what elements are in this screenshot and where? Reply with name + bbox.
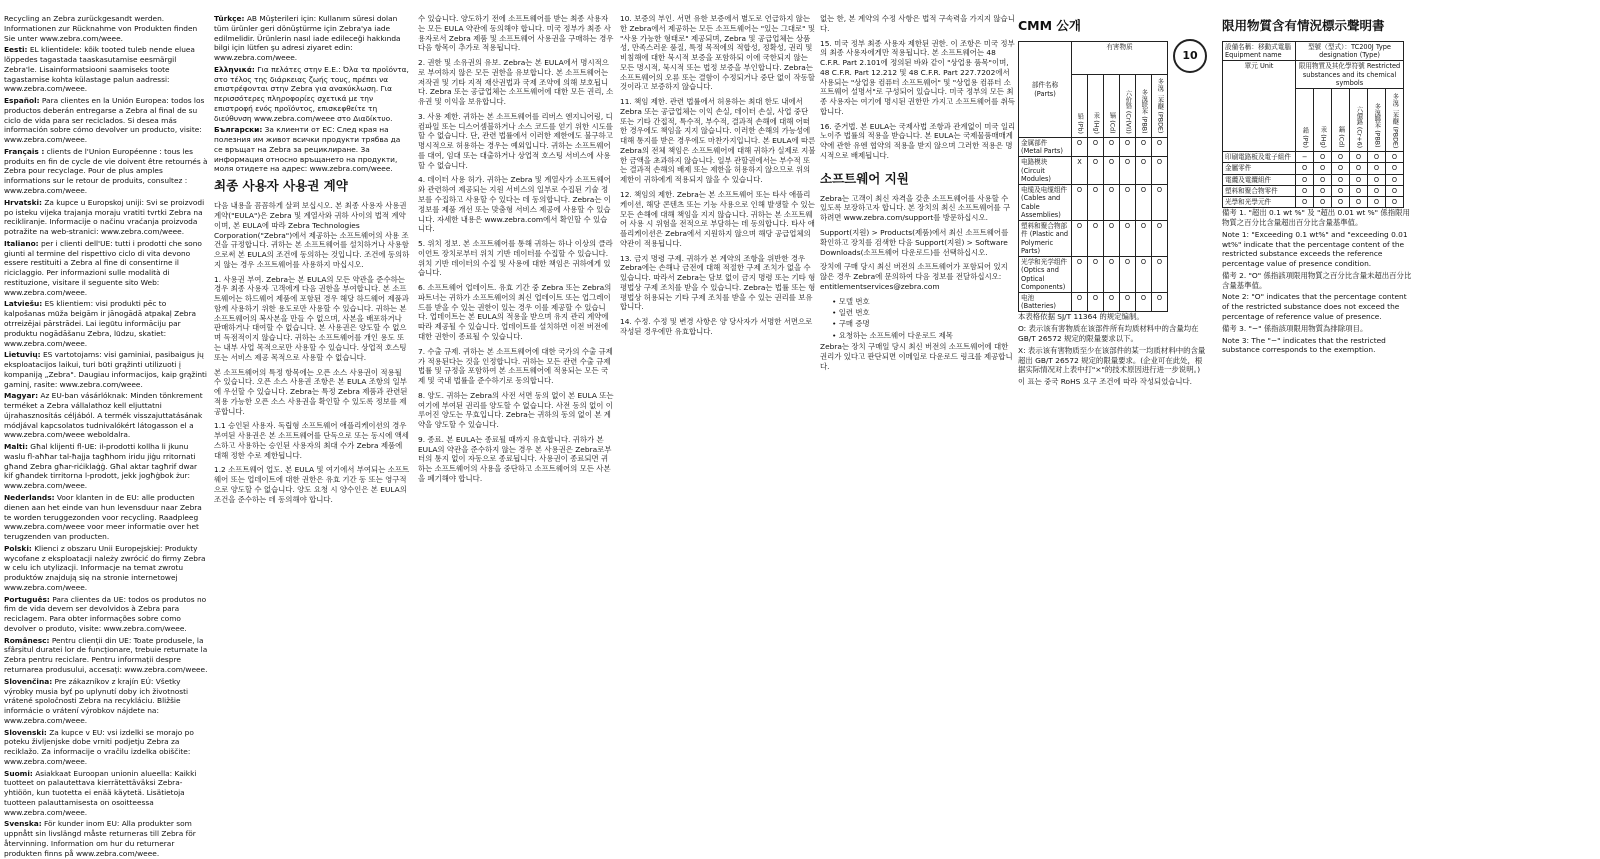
eula-paragraph: 5. 위치 정보. 본 소프트웨어를 통해 귀하는 하나 이상의 클라이언트 장치로부터 위치 기반 데이터를 수집할 수 있습니다. 위치 기반 데이터의 수집 및 사용에 대한 책임은 귀하에게 있습니다.: [418, 239, 613, 278]
part-name: 电池 (Batteries): [1019, 292, 1072, 311]
china-rohs-table: [1018, 41, 1198, 312]
substance-mark: O: [1350, 197, 1368, 208]
substance-label: 多溴联苯 (PBB): [1140, 89, 1148, 134]
rohs-note: 이 표는 중국 RoHS 요구 조건에 따라 작성되었습니다.: [1018, 377, 1193, 387]
substance-label: 多溴聯苯 (PBB): [1373, 103, 1381, 148]
substance-mark: O: [1136, 157, 1152, 185]
substance-mark: O: [1088, 257, 1104, 293]
weee-text: För kunder inom EU: Alla produkter som uppnått sin livslängd måste returneras till Zebra för återvinning. Information om hur du returnerar produkten finns på www.zebra.com/weee.: [4, 819, 196, 858]
part-name: 塑料和聚合物部件 (Plastic and Polymeric Parts): [1019, 221, 1072, 257]
weee-text: Recycling an Zebra zurückgesandt werden. Informationen zur Rücknahme von Produkten finden Sie unter www.zebra.com/weee.: [4, 14, 198, 43]
substance-mark: O: [1368, 152, 1386, 163]
software-support-body: [820, 194, 1016, 292]
substance-mark: O: [1136, 221, 1152, 257]
rohs-note: Note 1: "Exceeding 0.1 wt%" and "exceeding 0.01 wt%" indicate that the percentage content of the restricted substance exceeds the reference percentage value of presence condition.: [1222, 229, 1408, 269]
eula-paragraph: 12. 책임의 제한. Zebra는 본 소프트웨어 또는 타사 애플리케이션, 해당 콘텐츠 또는 기능 사용으로 인해 발생할 수 있는 모든 손해에 대해 책임을 지지 않습니다. 귀하는 본 소프트웨어 사용 시 위험을 전적으로 부담하는 데 동의합니다. 타사 애플리케이션은 Zebra에서 지원하지 않으며 해당 공급업체의 약관이 적용됩니다.: [620, 190, 815, 248]
weee-paragraph: [4, 350, 208, 389]
rohs-row: [1223, 163, 1404, 174]
substance-label: 六价铬 (Cr(VI)): [1124, 89, 1132, 134]
substance-mark: O: [1332, 197, 1350, 208]
substance-label: 多溴二苯醚 (PBDE): [1391, 92, 1399, 148]
substance-label: 鉛 (Pb): [1301, 126, 1309, 148]
weee-text: EL klientidele: kõik tooted tuleb nende eluea lõppedes tagastada taaskasutamise eesmärgil Zebra'le. Lisainformatsiooni saamiseks toote tagastamise kohta külastage palun aadressi: www.zebra.com/weee.: [4, 45, 195, 94]
weee-intro-block: [214, 14, 410, 174]
weee-paragraph: [214, 14, 410, 63]
eula-paragraph: 15. 미국 정부 최종 사용자 제한된 권한. 이 조항은 미국 정부의 최종 사용자에게만 적용됩니다. 본 소프트웨어는 48 C.F.R. Part 2.101에 정의된 바와 같이 "상업용 품목"이며, 48 C.F.R. Part 12.212 및 48 C.F.R. Part 227.7202에서 사용되는 "상업용 컴퓨터 소프트웨어" 및 "상업용 컴퓨터 소프트웨어 설명서"로 구성되어 있습니다. 미국 정부의 모든 최종 사용자는 여기에 명시된 권한만 가지고 소프트웨어를 취득합니다.: [820, 38, 1015, 116]
taiwan-rohs-column: [1222, 14, 1412, 794]
support-paragraph: Zebra는 고객이 최신 자격을 갖춘 소프트웨어를 사용할 수 있도록 보장하고자 합니다. 본 장치의 최신 소프트웨어를 구하려면 www.zebra.com/support를 방문하십시오.: [820, 193, 1011, 223]
weee-text: clients de l'Union Européenne : tous les produits en fin de cycle de vie doivent être retournés à Zebra pour recyclage. Pour de plus amples informations sur le retour de produits, consultez : www.zebra.com/weee.: [4, 146, 208, 196]
taiwan-rohs-table: [1222, 41, 1404, 208]
support-list-item: • 일련 번호: [832, 308, 1016, 318]
substance-header: [1088, 75, 1104, 138]
substance-mark: X: [1072, 157, 1088, 185]
eula-paragraph: 수 있습니다. 양도하기 전에 소프트웨어를 받는 최종 사용자는 모든 EULA 약관에 동의해야 합니다. 미국 정부가 최종 사용자로서 Zebra 제품 및 소프트웨어 사용권을 구매하는 경우 다음 항목이 추가로 적용됩니다.: [418, 14, 614, 53]
substance-mark: O: [1314, 152, 1332, 163]
substance-mark: O: [1072, 292, 1088, 311]
language-label: Nederlands:: [4, 492, 55, 502]
eula-paragraph: 11. 책임 제한. 관련 법률에서 허용하는 최대 한도 내에서 Zebra 또는 공급업체는 이익 손실, 데이터 손실, 사업 중단 또는 기타 간접적, 특수적, 부수적, 결과적 손해에 대해 어떠한 경우에도 책임을 지지 않습니다. 이러한 손해의 가능성에 대해 통지를 받은 경우에도 마찬가지입니다. 본 EULA에 따른 Zebra의 전체 책임은 소프트웨어에 대해 귀하가 실제로 지불한 금액을 초과하지 않습니다. 일부 관할권에서는 부수적 또는 결과적 손해의 배제 또는 제한을 허용하지 않으므로 위의 제한이 귀하에게 적용되지 않을 수 있습니다.: [620, 97, 816, 185]
substance-header: [1152, 75, 1168, 138]
substance-mark: O: [1332, 152, 1350, 163]
unit-name: 塑料和聚合物零件: [1223, 185, 1296, 196]
weee-paragraph: [4, 677, 208, 726]
eula-body: [214, 201, 410, 504]
language-label: Български:: [214, 125, 263, 135]
hazard-group-label: 有害物质: [1106, 43, 1133, 51]
rohs-logo-number: 10: [1182, 49, 1198, 63]
language-label: Türkçe:: [214, 14, 245, 23]
substance-header: [1350, 89, 1368, 152]
weee-paragraph: [4, 769, 208, 818]
substance-mark: O: [1385, 197, 1403, 208]
language-label: Românesc:: [4, 635, 50, 645]
substance-mark: O: [1332, 163, 1350, 174]
eula-paragraph: 13. 금지 명령 구제. 귀하가 본 계약의 조항을 위반한 경우 Zebra에는 손해나 금전에 대해 적절한 구제 조치가 없을 수 있습니다. 따라서 Zebra는 담보 없이 금지 명령 또는 기타 형평법상 구제 조치를 받을 수 있습니다. Zebra는 법률 또는 형평법상 허용되는 기타 구제 조치를 받을 수 있는 권리를 보유합니다.: [620, 253, 816, 312]
rohs-note: 備考 3. "−" 係指該項限用物質為排除項目。: [1222, 323, 1368, 333]
weee-paragraph: [4, 299, 208, 348]
rohs-row: [1019, 157, 1168, 185]
eula-paragraph: 7. 수출 규제. 귀하는 본 소프트웨어에 대한 국가의 수출 규제가 적용된다는 것을 인정합니다. 귀하는 모든 관련 수출 규제 법률 및 규정을 포함하여 본 소프트웨어에 적용되는 모든 국제 및 국내 법률을 준수하기로 동의합니다.: [418, 346, 613, 386]
substance-mark: O: [1314, 163, 1332, 174]
rohs-note: Note 3: The "−" indicates that the restricted substance corresponds to the exemption.: [1222, 335, 1386, 355]
weee-text: Az EU-ban vásárlóknak: Minden tönkrement terméket a Zebra vállalathoz kell eljuttatni újrahasznosítás céljából. A termék visszajuttatásának módjával kapcsolatos tudnivalókért látogasson el a www.zebra.com/weee weboldalra.: [4, 391, 203, 440]
substance-mark: O: [1072, 221, 1088, 257]
substance-mark: O: [1088, 292, 1104, 311]
substance-mark: O: [1104, 185, 1120, 221]
support-list-item: • 구매 증명: [832, 319, 1016, 329]
substance-mark: O: [1368, 174, 1386, 185]
rohs-row: [1223, 174, 1404, 185]
eula-software-support-column: [820, 14, 1016, 794]
substance-label: 多溴二苯醚 (PBDE): [1156, 78, 1164, 134]
part-name: 金属部件 (Metal Parts): [1019, 138, 1072, 157]
unit-header: 單元 Unit: [1223, 61, 1296, 152]
substance-mark: O: [1296, 174, 1314, 185]
substance-mark: −: [1296, 152, 1314, 163]
substance-mark: O: [1088, 138, 1104, 157]
rohs-10-logo: [1173, 39, 1207, 73]
unit-name: 電纜及電纜組件: [1223, 174, 1296, 185]
substance-mark: O: [1072, 185, 1088, 221]
weee-text: За клиенти от ЕС: След края на полезния им живот всички продукти трябва да се връщат на Zebra за рециклиране. За информация относно връщането на продукти, моля отидете на адрес: www.zebra.com/weee.: [214, 125, 401, 174]
substance-mark: O: [1136, 257, 1152, 293]
china-rohs-column: [1018, 14, 1208, 794]
weee-paragraph: [4, 493, 208, 542]
weee-text: Għal klijenti fl-UE: il-prodotti kollha li jkunu waslu fl-aħħar tal-ħajja tagħhom iridu jiġu rritornati għand Zebra għar-riċiklaġġ. Għal aktar tagħrif dwar kif għandek tirritorna l-prodott, jekk jogħġbok żur: www.zebra.com/weee.: [4, 442, 198, 491]
substance-mark: O: [1120, 138, 1136, 157]
substance-mark: O: [1104, 138, 1120, 157]
support-list-item: • 요청하는 소프트웨어 다운로드 제목: [832, 331, 1016, 341]
substance-mark: O: [1314, 174, 1332, 185]
language-label: Malti:: [4, 442, 28, 452]
substance-label: 鎘 (Cd): [1337, 126, 1345, 148]
language-label: Polski:: [4, 543, 32, 553]
substance-header: [1332, 89, 1350, 152]
language-label: Slovenčina:: [4, 676, 53, 686]
rohs-row: [1223, 152, 1404, 163]
substance-mark: O: [1152, 157, 1168, 185]
substance-mark: O: [1368, 163, 1386, 174]
taiwan-rohs-notes: [1222, 208, 1412, 355]
substance-mark: O: [1088, 157, 1104, 185]
substance-header: [1385, 89, 1403, 152]
rohs-note: Note 2: "O" indicates that the percentage content of the restricted substance does not exceed the percentage of reference value of presence.: [1222, 292, 1407, 321]
weee-text: AB Müşterileri için: Kullanım süresi dolan tüm ürünler geri dönüştürme için Zebra'ya iade edilmelidir. Ürünlerin nasıl iade edileceği hakkında bilgi için lütfen şu adresi ziyaret edin: www.zebra.com/weee.: [214, 14, 401, 63]
language-label: Slovenski:: [4, 727, 47, 737]
eula-paragraph: 6. 소프트웨어 업데이트. 유효 기간 중 Zebra 또는 Zebra의 파트너는 귀하가 소프트웨어의 최신 업데이트 또는 업그레이드를 받을 수 있는 권한이 있는 경우 이를 제공할 수 있습니다. 업데이트는 본 EULA의 적용을 받으며 유지 관리 계약에 따라 제공될 수 있습니다. 업데이트를 설치하면 이전 버전에 대한 권한이 종료될 수 있습니다.: [418, 283, 612, 341]
restricted-substances-header: 限用物質及其化學符號 Restricted substances and its chemical symbols: [1296, 61, 1404, 89]
substance-header: [1104, 75, 1120, 138]
substance-mark: O: [1136, 292, 1152, 311]
substance-mark: O: [1136, 138, 1152, 157]
equipment-name-cell: 設備名稱：移動式電腦 Equipment name: [1223, 42, 1296, 61]
eula-column-3: [620, 14, 816, 794]
substance-mark: O: [1152, 292, 1168, 311]
substance-mark: O: [1332, 174, 1350, 185]
support-list-item: • 모델 번호: [832, 297, 1016, 307]
substance-header: [1120, 75, 1136, 138]
substance-mark: O: [1136, 185, 1152, 221]
weee-paragraph: [4, 14, 208, 43]
eula-paragraph: 2. 권한 및 소유권의 유보. Zebra는 본 EULA에서 명시적으로 부여하지 않은 모든 권한을 유보합니다. 본 소프트웨어는 저작권 및 기타 지적 재산권법과 국제 조약에 의해 보호됩니다. Zebra 또는 공급업체는 소프트웨어에 대한 모든 권리, 소유권 및 이익을 보유합니다.: [418, 58, 614, 107]
weee-paragraph: [4, 45, 208, 94]
substance-mark: O: [1104, 221, 1120, 257]
substance-mark: O: [1104, 292, 1120, 311]
weee-text: Para clientes en la Unión Europea: todos los productos deberán entregarse a Zebra al final de su ciclo de vida para ser reciclados. Si desea más información sobre cómo devolver un producto, visite: www.zebra.com/weee.: [4, 96, 205, 145]
language-label: Latviešu:: [4, 299, 43, 309]
substance-header: [1136, 75, 1152, 138]
substance-header: [1072, 75, 1088, 138]
eula-heading: 최종 사용자 사용권 계약: [214, 178, 348, 194]
weee-paragraph: [4, 239, 208, 298]
weee-text: Voor klanten in de EU: alle producten dienen aan het einde van hun levensduur naar Zebra te worden teruggezonden voor recycling. Raadpleeg www.zebra.com/weee voor meer informatie over het terugzenden van producten.: [4, 492, 202, 542]
substance-mark: O: [1368, 197, 1386, 208]
parts-header: 部件名称 (Parts): [1019, 42, 1072, 138]
eula-paragraph: 본 소프트웨어의 특정 항목에는 오픈 소스 사용권이 적용될 수 있습니다. 오픈 소스 사용권 조항은 본 EULA 조항의 일부에 우선할 수 있습니다. Zebra는 특정 Zebra 제품과 관련된 적용 가능한 오픈 소스 사용권을 확인할 수 있도록 정보를 제공합니다.: [214, 367, 408, 416]
substance-mark: O: [1296, 197, 1314, 208]
language-label: Italiano:: [4, 238, 39, 248]
eula-paragraph: 9. 종료. 본 EULA는 종료될 때까지 유효합니다. 귀하가 본 EULA의 약관을 준수하지 않는 경우 본 사용권은 Zebra로부터의 통지 없이 자동으로 종료됩니다. 사용권이 종료되면 귀하는 소프트웨어의 사용을 중단하고 소프트웨어의 모든 사본을 폐기해야 합니다.: [418, 434, 612, 483]
substance-mark: O: [1120, 257, 1136, 293]
language-label: Hrvatski:: [4, 197, 42, 207]
substance-label: 汞 (Hg): [1319, 125, 1327, 148]
substance-mark: O: [1332, 185, 1350, 196]
weee-paragraph: [4, 198, 208, 237]
language-label: Ελληνικά:: [214, 64, 255, 74]
weee-text: Za kupce v EU: vsi izdelki se morajo po poteku življenjske dobe vrniti podjetju Zebra za reciklažo. Za informacije o vračilu izdelka obiščite: www.zebra.com/weee.: [4, 727, 194, 766]
rohs-row: [1019, 185, 1168, 221]
rohs-row: [1223, 185, 1404, 196]
substance-mark: O: [1088, 221, 1104, 257]
weee-languages-column: [4, 14, 208, 858]
language-label: Svenska:: [4, 819, 42, 829]
weee-text: ES vartotojams: visi gaminiai, pasibaigus jų eksploatacijos laikui, turi būti grąžinti utilizuoti į kompaniją „Zebra". Daugiau informacijos, kaip grąžinti gaminį, rasite: www.zebra.com/weee.: [4, 350, 207, 389]
weee-paragraph: [4, 147, 208, 196]
weee-paragraph: [4, 442, 208, 491]
weee-text: per i clienti dell'UE: tutti i prodotti che sono giunti al termine del rispettivo ciclo di vita devono essere restituiti a Zebra al fine di consentirne il riciclaggio. Per informazioni sulle modalità di restituzione, visitare il seguente sito Web: www.zebra.com/weee.: [4, 238, 202, 297]
weee-paragraph: [4, 728, 208, 767]
rohs-note: 備考 1. "超出 0.1 wt %" 及 "超出 0.01 wt %" 係指限用物質之百分比含量超出百分比含量基準值。: [1222, 208, 1410, 228]
substance-mark: O: [1296, 185, 1314, 196]
eula-paragraph: 4. 데이터 사용 허가. 귀하는 Zebra 및 계열사가 소프트웨어와 관련하여 제공되는 지원 서비스의 일부로 수집된 기술 정보를 수집하고 사용할 수 있다는 데 동의합니다. Zebra는 이 정보를 제품 개선 또는 맞춤형 서비스 제공에 사용할 수 있습니다. 자세한 내용은 www.zebra.com에서 확인할 수 있습니다.: [418, 175, 611, 234]
substance-mark: O: [1072, 138, 1088, 157]
language-label: Español:: [4, 96, 40, 106]
eula-paragraph: 3. 사용 제한. 귀하는 본 소프트웨어를 리버스 엔지니어링, 디컴파일 또는 디스어셈블하거나 소스 코드를 얻기 위한 시도를 할 수 없습니다. 단, 관련 법률에서 이러한 제한에도 불구하고 명시적으로 허용하는 경우는 예외입니다. 귀하는 소프트웨어를 대여, 임대 또는 대출하거나 상업적 호스팅 서비스에 사용할 수 없습니다.: [418, 111, 613, 170]
unit-name: 光學和光學元件: [1223, 197, 1296, 208]
substance-mark: O: [1314, 185, 1332, 196]
taiwan-rohs-heading: 限用物質含有情況標示聲明書: [1222, 18, 1385, 33]
support-paragraph: 장치에 구매 당시 최신 버전의 소프트웨어가 포함되어 있지 않은 경우 Zebra에 문의하여 다음 정보를 전달하십시오: entitlementservices@zebra.com: [820, 262, 1008, 291]
rohs-note: 本表格依据 SJ/T 11364 的规定编制。: [1018, 312, 1144, 322]
rohs-note: O: 表示该有害物质在该部件所有均质材料中的含量均在 GB/T 26572 规定的限量要求以下。: [1018, 324, 1199, 343]
china-rohs-notes: [1018, 312, 1208, 386]
substance-label: 铅 (Pb): [1076, 112, 1084, 134]
language-label: Magyar:: [4, 391, 39, 401]
substance-mark: O: [1314, 197, 1332, 208]
software-support-closing: Zebra는 장치 구매일 당시 최신 버전의 소프트웨어에 대한 권리가 있다고 판단되면 이메일로 다운로드 링크를 제공합니다.: [820, 342, 1013, 371]
language-label: Eesti:: [4, 45, 28, 55]
substance-header: [1368, 89, 1386, 152]
software-support-list: [820, 297, 1016, 341]
eula-column-2: [418, 14, 614, 794]
part-name: 电缆及电缆组件 (Cables and Cable Assemblies): [1019, 185, 1072, 221]
substance-label: 六價鉻 (Cr+6): [1355, 105, 1363, 148]
substance-label: 镉 (Cd): [1108, 112, 1116, 134]
language-label: Suomi:: [4, 768, 33, 778]
substance-mark: O: [1385, 185, 1403, 196]
weee-paragraph: [4, 636, 208, 675]
substance-mark: O: [1120, 292, 1136, 311]
unit-name: 金屬零件: [1223, 163, 1296, 174]
weee-paragraph: [4, 96, 208, 145]
weee-text: Pre zákazníkov z krajín EÚ: Všetky výrobky musia byť po uplynutí doby ich životnosti vrátené spoločnosti Zebra na recykláciu. Bližšie informácie o vrátení výrobkov nájdete na: www.zebra.com/weee.: [4, 676, 189, 725]
substance-mark: O: [1104, 257, 1120, 293]
substance-header: [1314, 89, 1332, 152]
weee-text: ES klientiem: visi produkti pēc to kalpošanas mūža beigām ir jānogādā atpakaļ Zebra otrreizējai pārstrādei. Lai iegūtu informāciju par produktu nogādāšanu Zebra, lūdzu, skatiet: www.zebra.com/weee.: [4, 299, 197, 348]
language-label: Français :: [4, 146, 45, 156]
substance-mark: O: [1120, 185, 1136, 221]
eula-paragraph: 16. 준거법. 본 EULA는 국제사법 조항과 관계없이 미국 일리노이주 법률의 적용을 받습니다. 본 EULA는 국제물품매매계약에 관한 유엔 협약의 적용을 받지 않으며 그러한 적용은 명시적으로 배제됩니다.: [820, 121, 1016, 160]
eula-paragraph: 1.1 승인된 사용자. 독립형 소프트웨어 애플리케이션의 경우 부여된 사용권은 본 소프트웨어를 단독으로 또는 동시에 액세스하고 사용하는 승인된 사용자의 최대 수가 Zebra 제품에 대해 정한 수로 제한됩니다.: [214, 421, 409, 460]
software-support-heading: 소프트웨어 지원: [820, 170, 909, 186]
substance-mark: O: [1385, 152, 1403, 163]
rohs-row: [1019, 221, 1168, 257]
hazard-group-header: [1072, 42, 1198, 75]
substance-label: 汞 (Hg): [1092, 111, 1100, 134]
substance-mark: O: [1350, 152, 1368, 163]
support-paragraph: Support(지원) > Products(제품)에서 최신 소프트웨어를 확인하고 장치를 검색한 다음 Support(지원) > Software Downloads(소프트웨어 다운로드)를 선택하십시오.: [820, 228, 1009, 257]
eula-paragraph: 1.2 소프트웨어 업도. 본 EULA 및 여기에서 부여되는 소프트웨어 또는 업데이트에 대한 권한은 유효 기간 동 또는 영구적으로 양도할 수 없습니다. 양도 요청 시 양수인은 본 EULA의 조건을 준수하는 데 동의해야 합니다.: [214, 465, 410, 504]
substance-mark: O: [1152, 257, 1168, 293]
weee-text: Για πελάτες στην Ε.Ε.: Όλα τα προϊόντα, στο τέλος της διάρκειας ζωής τους, πρέπει να επιστρέφονται στην Zebra για ανακύκλωση. Για περισσότερες πληροφορίες σχετικά με την επιστροφή ενός προϊόντος, επισκεφθείτε τη διεύθυνση www.zebra.com/weee στο Διαδίκτυο.: [214, 64, 409, 123]
language-label: Português:: [4, 594, 50, 604]
substance-mark: O: [1152, 138, 1168, 157]
part-name: 光学和光学组件 (Optics and Optical Components): [1019, 257, 1072, 293]
rohs-row: [1223, 197, 1404, 208]
substance-mark: O: [1152, 221, 1168, 257]
weee-paragraph: [4, 595, 208, 634]
substance-header: [1296, 89, 1314, 152]
weee-paragraph: [4, 544, 208, 593]
substance-mark: O: [1350, 174, 1368, 185]
rohs-note: X: 表示该有害物质至少在该部件的某一均质材料中的含量超出 GB/T 26572 规定的限量要求。(企业可在此处，根据实际情况对上表中打"×"的技术原因进行进一步说明。): [1018, 345, 1206, 375]
substance-mark: O: [1368, 185, 1386, 196]
substance-mark: O: [1152, 185, 1168, 221]
weee-paragraph: [214, 65, 410, 124]
eula-closing-block: [820, 14, 1016, 161]
eula-paragraph: 다음 내용을 꼼꼼하게 살펴 보십시오. 본 최종 사용자 사용권 계약("EULA")은 Zebra 및 계열사와 귀하 사이의 법적 계약이며, 본 EULA에 따라 Zebra Technologies Corporation("Zebra")에서 제공하는 소프트웨어의 사용 조건을 규정합니다. 귀하는 본 소프트웨어를 설치하거나 사용함으로써 본 EULA의 조건에 동의하는 것입니다. 조건에 동의하지 않는 경우 소프트웨어를 사용하지 마십시오.: [214, 201, 410, 269]
weee-paragraph: [4, 391, 208, 440]
substance-mark: O: [1088, 185, 1104, 221]
cmm-heading: CMM 公개: [1018, 18, 1081, 33]
eula-paragraph: 10. 보증의 부인. 서면 유한 보증에서 별도로 언급하지 않는 한 Zebra에서 제공하는 모든 소프트웨어는 "있는 그대로" 및 "사용 가능한 형태로" 제공되며, Zebra 및 공급업체는 상품성, 만족스러운 품질, 특정 목적에의 적합성, 정확성, 권리 및 비침해에 대한 묵시적 보증을 포함하되 이에 국한되지 않는 모든 명시적, 묵시적 또는 법정 보증을 부인합니다. Zebra는 소프트웨어의 오류 또는 결함이 수정되거나 중단 없이 작동할 것이라고 보증하지 않습니다.: [620, 14, 816, 92]
substance-mark: O: [1296, 163, 1314, 174]
weee-text: Asiakkaat Euroopan unionin alueella: Kaikki tuotteet on palautettava kierrätettäväksi Zebra-yhtiöön, kun tuotetta ei enää käytetä. Lisätietoja tuotteen palauttamisesta on osoitteessa www.zebra.com/weee.: [4, 768, 197, 817]
type-designation-cell: 型號（型式）：TC200J Type designation (Type): [1296, 42, 1404, 61]
weee-text: Pentru clienții din UE: Toate produsele, la sfârșitul duratei lor de funcționare, trebuie returnate la Zebra pentru reciclare. Pentru informații despre returnarea produsului, accesați: www.zebra.com/weee.: [4, 635, 208, 674]
language-label: Lietuvių:: [4, 350, 41, 360]
unit-name: 印刷電路板及電子組件: [1223, 152, 1296, 163]
weee-text: Za kupce u Europskoj uniji: Svi se proizvodi po isteku vijeka trajanja moraju vratiti tvrtki Zebra na recikliranje. Informacije o načinu vraćanja proizvoda potražite na web-stranici: www.zebra.com/weee.: [4, 197, 205, 237]
eula-paragraph: 8. 양도. 귀하는 Zebra의 사전 서면 동의 없이 본 EULA 또는 여기에 부여된 권리를 양도할 수 없습니다. 사전 동의 없이 이루어진 양도는 무효입니다. Zebra는 귀하의 동의 없이 본 계약을 양도할 수 있습니다.: [418, 390, 614, 430]
weee-text: Klienci z obszaru Unii Europejskiej: Produkty wycofane z eksploatacji należy zwrócić do firmy Zebra w celu ich utylizacji. Informacje na temat zwrotu produktów znajdują się na stronie internetowej www.zebra.com/weee.: [4, 543, 206, 592]
weee-paragraph: [4, 819, 208, 858]
eula-column-1: [214, 14, 410, 794]
substance-mark: O: [1385, 163, 1403, 174]
substance-mark: O: [1350, 163, 1368, 174]
weee-text: Para clientes da UE: todos os produtos no fim de vida devem ser devolvidos à Zebra para reciclagem. Para obter informações sobre como devolver o produto, visite: www.zebra.com/weee.: [4, 594, 207, 633]
rohs-row: [1019, 292, 1168, 311]
rohs-row: [1019, 138, 1168, 157]
substance-mark: O: [1120, 157, 1136, 185]
eula-paragraph: 1. 사용권 부여. Zebra는 본 EULA의 모든 약관을 준수하는 경우 최종 사용자 고객에게 다음 권한을 부여합니다. 본 소프트웨어는 하드웨어 제품에 포함된 경우 해당 하드웨어 제품과 함께 사용하기 위한 용도로만 사용할 수 있습니다. 귀하는 본 소프트웨어의 복사본을 만들 수 없으며, 사본을 배포하거나 판매하거나 대여할 수 없습니다. 본 사용권은 양도할 수 없으며 독점적이지 않습니다. 귀하는 소프트웨어를 개인 용도 또는 내부 사업 목적으로만 사용할 수 있습니다. 상업적 호스팅 또는 서비스 제공 목적으로 사용할 수 없습니다.: [214, 274, 409, 362]
eula-paragraph: 14. 수정. 수정 및 변경 사항은 양 당사자가 서명한 서면으로 작성된 경우에만 유효합니다.: [620, 317, 813, 336]
eula-paragraph: 없는 한, 본 계약의 수정 사항은 법적 구속력을 가지지 않습니다.: [820, 14, 1015, 33]
weee-paragraph: [214, 125, 410, 174]
substance-mark: O: [1385, 174, 1403, 185]
rohs-row: [1019, 257, 1168, 293]
substance-mark: O: [1072, 257, 1088, 293]
substance-mark: O: [1104, 157, 1120, 185]
substance-mark: O: [1350, 185, 1368, 196]
part-name: 电路模块 (Circuit Modules): [1019, 157, 1072, 185]
substance-mark: O: [1120, 221, 1136, 257]
rohs-note: 備考 2. "O" 係指該項限用物質之百分比含量未超出百分比含量基準值。: [1222, 270, 1412, 290]
